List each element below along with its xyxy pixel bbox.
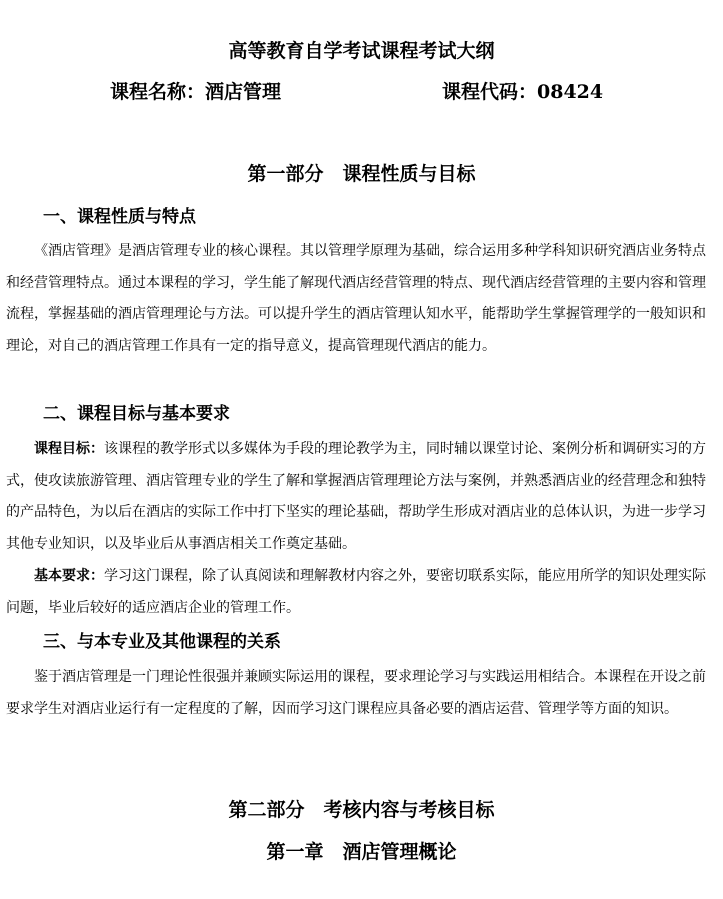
- course-name-value: 酒店管理: [205, 81, 282, 103]
- basic-requirements-label: 基本要求：: [34, 568, 104, 584]
- section3-heading: 三、与本专业及其他课程的关系: [43, 632, 281, 652]
- section1-text: 《酒店管理》是酒店管理专业的核心课程。其以管理学原理为基础，综合运用多种学科知识研究酒店业务特点和经营管理特点。通过本课程的学习，学生能了解现代酒店经营管理的特点、现代酒店经营管理的主要内容和管理流程，掌握基础的酒店管理理论与方法。可以提升学生的酒店管理认知水平，能帮助学生掌握管理学的一般知识和理论，对自己的酒店管理工作具有一定的指导意义，提高管理现代酒店的能力。: [6, 243, 706, 354]
- course-name: [110, 79, 281, 105]
- chapter1-title: 第一章 酒店管理概论: [266, 841, 457, 863]
- section3-paragraph: [6, 662, 706, 725]
- document-title: 高等教育自学考试课程考试大纲: [228, 40, 495, 62]
- course-name-label: 课程名称：: [110, 81, 206, 103]
- course-code-value: 08424: [537, 81, 604, 103]
- course-code: [442, 79, 603, 105]
- course-goal-text: 该课程的教学形式以多媒体为手段的理论教学为主，同时辅以课堂讨论、案例分析和调研实习的方式，使攻读旅游管理、酒店管理专业的学生了解和掌握酒店管理理论方法与案例，并熟悉酒店业的经营理念和独特的产品特色，为以后在酒店的实际工作中打下坚实的理论基础，帮助学生形成对酒店业的总体认识，为进一步学习其他专业知识，以及毕业后从事酒店相关工作奠定基础。: [6, 441, 706, 552]
- course-goal-paragraph: [6, 434, 706, 560]
- basic-requirements-paragraph: [6, 561, 706, 624]
- section1-paragraph: [6, 236, 706, 362]
- course-goal-label: 课程目标：: [34, 441, 104, 457]
- section3-text: 鉴于酒店管理是一门理论性很强并兼顾实际运用的课程，要求理论学习与实践运用相结合。本课程在开设之前要求学生对酒店业运行有一定程度的了解，因而学习这门课程应具备必要的酒店运营、管理学等方面的知识。: [6, 669, 706, 717]
- part2-title: 第二部分 考核内容与考核目标: [228, 799, 495, 821]
- part1-title: 第一部分 课程性质与目标: [247, 163, 476, 185]
- basic-requirements-text: 学习这门课程，除了认真阅读和理解教材内容之外，要密切联系实际，能应用所学的知识处理实际问题，毕业后较好的适应酒店企业的管理工作。: [6, 568, 706, 616]
- course-code-label: 课程代码：: [442, 81, 538, 103]
- section1-heading: 一、课程性质与特点: [43, 207, 196, 227]
- section2-heading: 二、课程目标与基本要求: [43, 404, 230, 424]
